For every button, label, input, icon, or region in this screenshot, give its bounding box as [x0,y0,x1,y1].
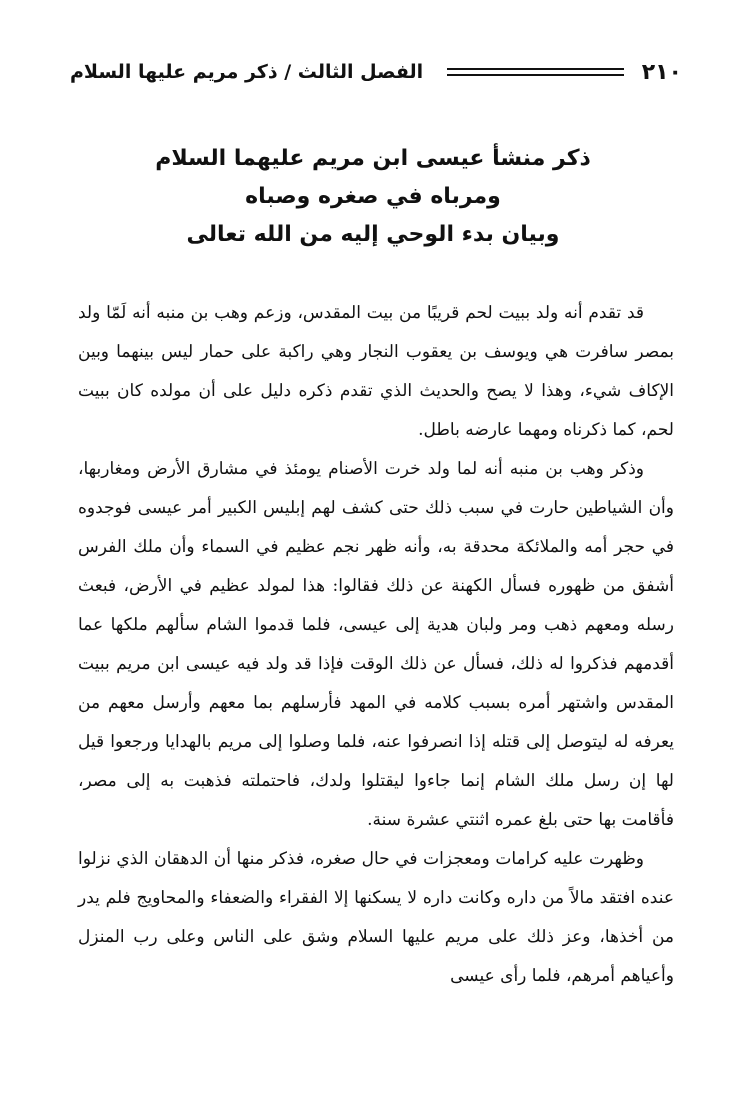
paragraph: وظهرت عليه كرامات ومعجزات في حال صغره، فذكر منها أن الدهقان الذي نزلوا عنده افتقد مالاً من داره وكانت داره لا يسكنها إلا الفقراء والضعفاء والمحاويج فلم يدر من أخذها، وعز ذلك على مريم عليها السلام وشق على الناس وعلى رب المنزل وأعياهم أمرهم، فلما رأى عيسى [78,849,674,986]
header-divider [447,68,624,76]
section-heading [100,140,646,254]
heading-line-2: ومرباه في صغره وصباه [245,184,501,209]
page-number: ٢١٠ [641,59,682,85]
chapter-title: الفصل الثالث / ذكر مريم عليها السلام [70,61,424,83]
paragraph: وذكر وهب بن منبه أنه لما ولد خرت الأصنام يومئذ في مشارق الأرض ومغاربها، وأن الشياطين حارت في سبب ذلك حتى كشف لهم إبليس الكبير أمر عيسى فوجدوه في حجر أمه والملائكة محدقة به، وأنه ظهر نجم عظيم في السماء وأن ملك الفرس أشفق من ظهوره فسأل الكهنة عن ذلك فقالوا: هذا لمولد عظيم في الأرض، فبعث رسله ومعهم ذهب ومر ولبان هدية إلى عيسى، فلما قدموا الشام سألهم ملكها عما أقدمهم فذكروا له ذلك، فسأل عن ذلك الوقت فإذا قد ولد فيه عيسى ابن مريم ببيت المقدس واشتهر أمره بسبب كلامه في المهد فأرسلهم بما معهم وأرسل معهم من يعرفه له ليتوصل إلى قتله إذا انصرفوا عنه، فلما وصلوا إلى مريم بالهدايا ورجعوا قيل لها إن رسل ملك الشام إنما جاءوا ليقتلوا ولدك، فاحتملته فذهبت به إلى مصر، فأقامت بها حتى بلغ عمره اثنتي عشرة سنة. [78,459,674,830]
heading-line-1: ذكر منشأ عيسى ابن مريم عليهما السلام [155,146,591,171]
paragraph: قد تقدم أنه ولد ببيت لحم قريبًا من بيت المقدس، وزعم وهب بن منبه أنه لَمّا ولد بمصر سافرت هي ويوسف بن يعقوب النجار وهي راكبة على حمار ليس بينهما وبين الإكاف شيء، وهذا لا يصح والحديث الذي تقدم ذكره دليل على أن مولده كان ببيت لحم، كما ذكرناه ومهما عارضه باطل. [78,303,674,440]
running-header [70,52,682,92]
body-text [78,294,674,996]
heading-line-3: وبيان بدء الوحي إليه من الله تعالى [186,222,560,247]
